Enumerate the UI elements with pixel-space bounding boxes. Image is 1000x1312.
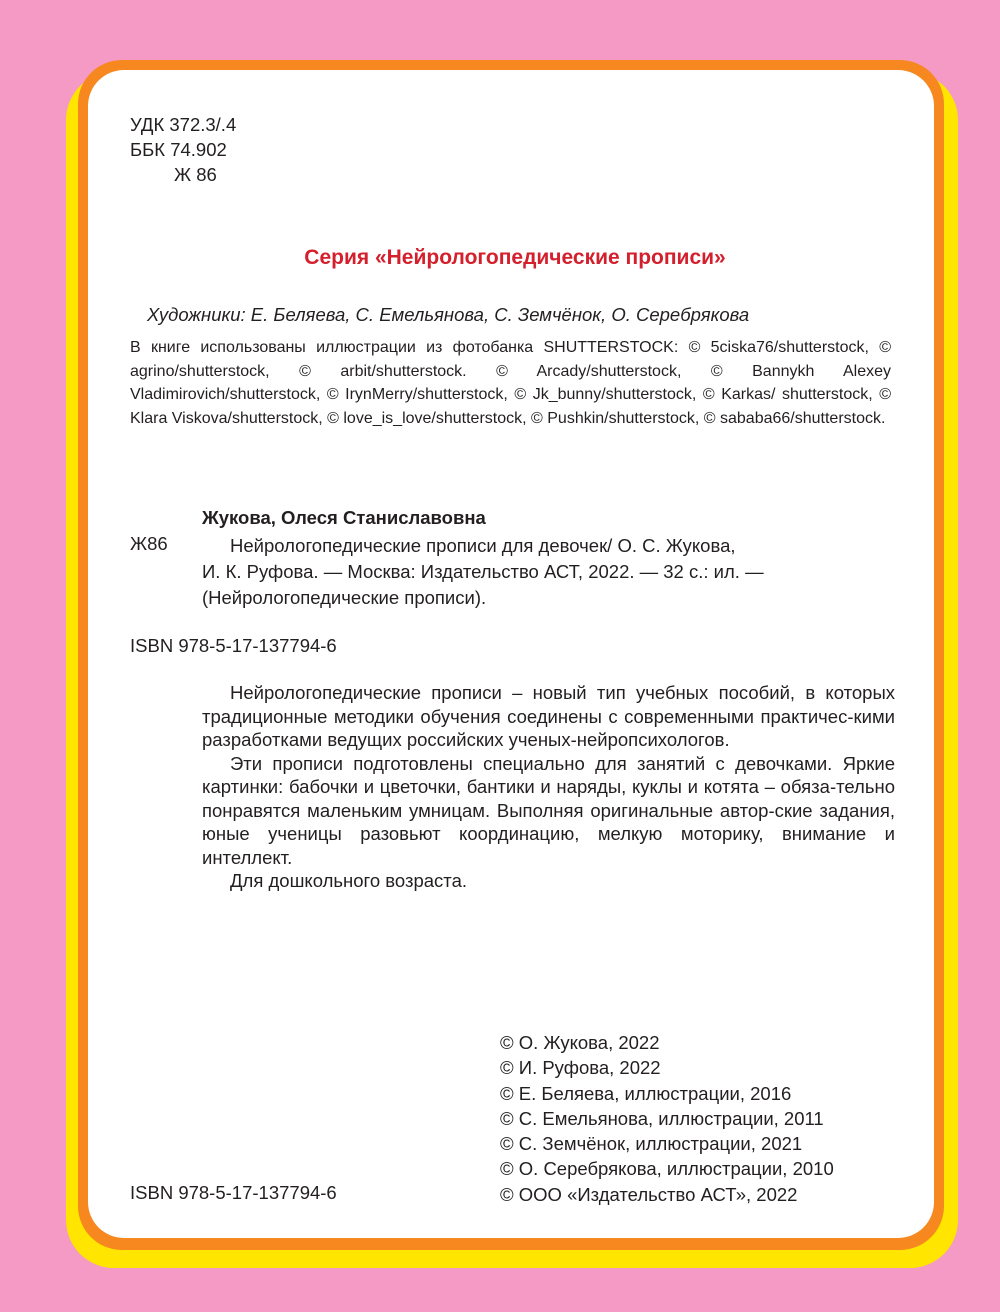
- annotation-paragraph: Нейрологопедические прописи – новый тип учебных пособий, в которых традиционные методики обучения соединены с современными практичес-кими разработками ведущих российских ученых-нейропсихологов.: [202, 682, 895, 750]
- copyright-line: © Е. Беляева, иллюстрации, 2016: [500, 1082, 792, 1104]
- catalog-author: Жукова, Олеся Станиславовна: [202, 507, 486, 528]
- isbn-bottom: ISBN 978-5-17-137794-6: [130, 1182, 337, 1203]
- series-title: Серия «Нейрологопедические прописи»: [304, 246, 726, 269]
- copyright-line: © С. Емельянова, иллюстрации, 2011: [500, 1107, 824, 1129]
- annotation-paragraph: Эти прописи подготовлены специально для занятий с девочками. Яркие картинки: бабочки и цветочки, бантики и наряды, куклы и котята – обяза-тельно понравятся маленьким умницам. Выполняя оригинальные автор-ские задания, юные ученицы разовьют координацию, мелкую моторику, внимание и интеллект.: [202, 752, 895, 868]
- artists-line: Художники: Е. Беляева, С. Емельянова, С. Земчёнок, О. Серебрякова: [147, 304, 750, 325]
- photo-credits: В книге использованы иллюстрации из фотобанка SHUTTERSTOCK: © 5ciska76/shutterstock, © agrino/shutterstock, © arbit/shutterstock. © Arcady/shutterstock, © Bannykh Alexey Vladimirovich/shutterstock, © IrynMerry/shutterstock, © Jk_bunny/shutterstock, © Karkas/ shutterstock, © Klara Viskova/shutterstock, © love_is_love/shutterstock, © Pushkin/shutterstock, © sababa66/shutterstock.: [130, 339, 891, 427]
- catalog-line: Нейрологопедические прописи для девочек/ О. С. Жукова,: [230, 535, 736, 556]
- copyright-line: © О. Жукова, 2022: [500, 1032, 660, 1053]
- classification-block: [130, 112, 236, 187]
- catalog-line: (Нейрологопедические прописи).: [202, 587, 487, 608]
- catalog-line: И. К. Руфова. — Москва: Издательство АСТ, 2022. — 32 с.: ил. —: [202, 561, 764, 582]
- udk-code: УДК 372.3/.4: [130, 114, 237, 135]
- copyright-block: [500, 1030, 834, 1207]
- isbn-top: ISBN 978-5-17-137794-6: [130, 635, 337, 656]
- copyright-line: © С. Земчёнок, иллюстрации, 2021: [500, 1133, 803, 1155]
- catalog-description: [202, 533, 764, 611]
- catalog-code: Ж86: [130, 533, 168, 554]
- bbk-code: ББК 74.902: [130, 139, 227, 160]
- annotation: [202, 681, 895, 893]
- copyright-line: © И. Руфова, 2022: [500, 1057, 661, 1079]
- copyright-line: © О. Серебрякова, иллюстрации, 2010: [500, 1158, 834, 1180]
- annotation-paragraph: Для дошкольного возраста.: [230, 870, 468, 891]
- copyright-line: © ООО «Издательство АСТ», 2022: [500, 1183, 798, 1205]
- author-mark: Ж 86: [174, 164, 217, 185]
